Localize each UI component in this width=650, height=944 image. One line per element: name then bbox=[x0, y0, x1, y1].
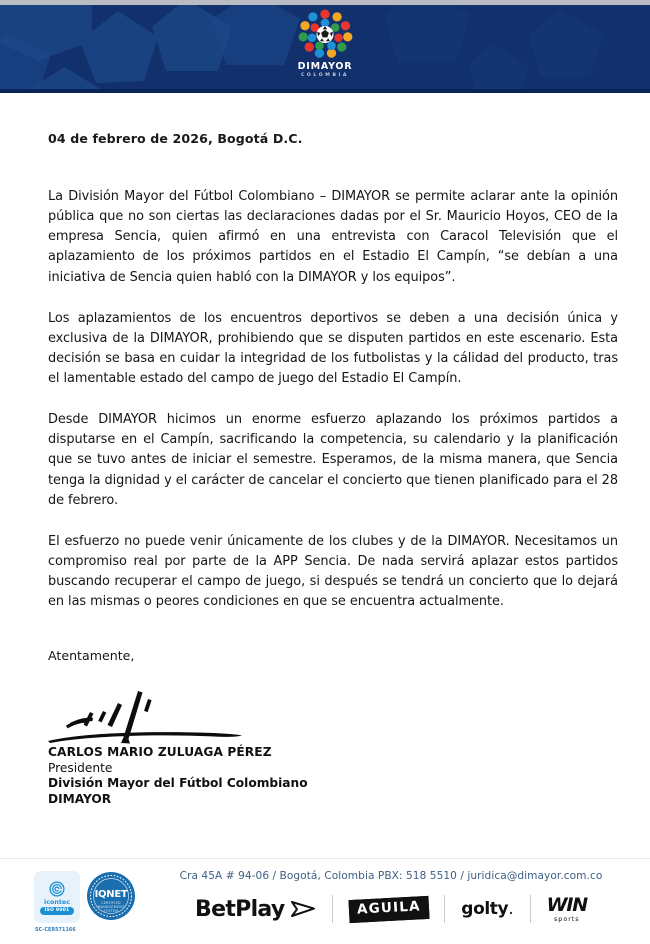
dimayor-logo-group bbox=[0, 9, 650, 78]
logo-country-text: COLOMBIA bbox=[300, 72, 350, 78]
letter-date: 04 de febrero de 2026, Bogotá D.C. bbox=[48, 131, 303, 146]
letter-paragraph-2: Los aplazamientos de los encuentros deportivos se deben a una decisión única y exclusiva de la DIMAYOR, prohibiendo que se disputen partidos en este escenario. Esta decisión se basa en cuidar la integridad de los futbolistas y la cálidad del producto, tras el lamentable estado del campo de juego del Estadio El Campín. bbox=[48, 310, 618, 386]
letter-paragraph-3: Desde DIMAYOR hicimos un enorme esfuerzo aplazando los próximos partidos a disputarse en el Campín, sacrificando la competencia, su calendario y la planificación que se tuvo antes de iniciar el semestre. Esperamos, de la misma manera, que Sencia tenga la dignidad y el carácter de cancelar el concierto que tienen planificado para el 28 de febrero. bbox=[48, 412, 618, 508]
icontec-badge-icon bbox=[34, 871, 80, 923]
icontec-label: icontec bbox=[44, 898, 70, 906]
signer-name: CARLOS MARIO ZULUAGA PÉREZ bbox=[48, 745, 272, 760]
sponsor-strip bbox=[179, 892, 603, 926]
signer-organization: División Mayor del Fútbol Colombiano bbox=[48, 776, 308, 791]
letter-body bbox=[0, 93, 650, 858]
signer-abbreviation: DIMAYOR bbox=[48, 792, 112, 807]
signature-area bbox=[48, 669, 618, 749]
golty-label: golty bbox=[461, 899, 509, 919]
signer-role: Presidente bbox=[48, 760, 113, 775]
iqnet-badge-icon bbox=[86, 871, 136, 921]
certification-badges bbox=[34, 867, 146, 933]
icontec-mark-icon bbox=[48, 880, 66, 898]
svg-text:CERTIFIED: CERTIFIED bbox=[101, 901, 121, 906]
sponsor-betplay bbox=[179, 892, 331, 926]
win-sublabel: sports bbox=[554, 914, 580, 923]
sponsor-golty bbox=[445, 892, 529, 926]
certification-code: SC-CER571166 bbox=[35, 928, 76, 933]
dimayor-logo-icon bbox=[294, 9, 356, 61]
signer-block bbox=[48, 745, 618, 808]
win-label: WIN bbox=[546, 893, 587, 916]
page-footer bbox=[0, 858, 650, 944]
sponsor-win-sports bbox=[531, 892, 603, 926]
betplay-arrow-icon bbox=[290, 899, 316, 919]
letter-paragraph-1: La División Mayor del Fútbol Colombiano – DIMAYOR se permite aclarar ante la opinión pública que no son ciertas las declaraciones dadas por el Sr. Mauricio Hoyos, CEO de la empresa Sencia, quien afirmó en una entrevista con Caracol Televisión que el aplazamiento de los próximos partidos en el Estadio El Campín, “se debían a una iniciativa de Sencia quien habló con la DIMAYOR y los equipos”. bbox=[48, 189, 618, 285]
svg-text:IQNET: IQNET bbox=[94, 889, 128, 900]
letter-paragraph-4: El esfuerzo no puede venir únicamente de los clubes y de la DIMAYOR. Necesitamos un compromiso real por parte de la APP Sencia. De nada servirá aplazar estos partidos buscando recuperar el campo de juego, si después se tendrá un concierto que lo dejará en las mismas o peores condiciones en que se encuentra actualmente. bbox=[48, 533, 618, 610]
footer-address: Cra 45A # 94-06 / Bogotá, Colombia PBX: 518 5510 / juridica@dimayor.com.co bbox=[179, 870, 603, 882]
svg-text:SYSTEM: SYSTEM bbox=[103, 908, 119, 913]
signature-image bbox=[46, 669, 266, 749]
logo-brand-text: DIMAYOR bbox=[297, 61, 353, 72]
betplay-label: BetPlay bbox=[195, 896, 285, 922]
sponsor-aguila bbox=[333, 892, 445, 926]
footer-content bbox=[146, 867, 636, 926]
golty-dot-icon: . bbox=[508, 899, 514, 919]
page-header bbox=[0, 0, 650, 93]
letter-closing: Atentamente, bbox=[48, 648, 135, 664]
aguila-label: AGUILA bbox=[348, 896, 429, 923]
icontec-standard: ISO 9001 bbox=[40, 907, 75, 915]
svg-text:MANAGEMENT: MANAGEMENT bbox=[97, 905, 125, 909]
